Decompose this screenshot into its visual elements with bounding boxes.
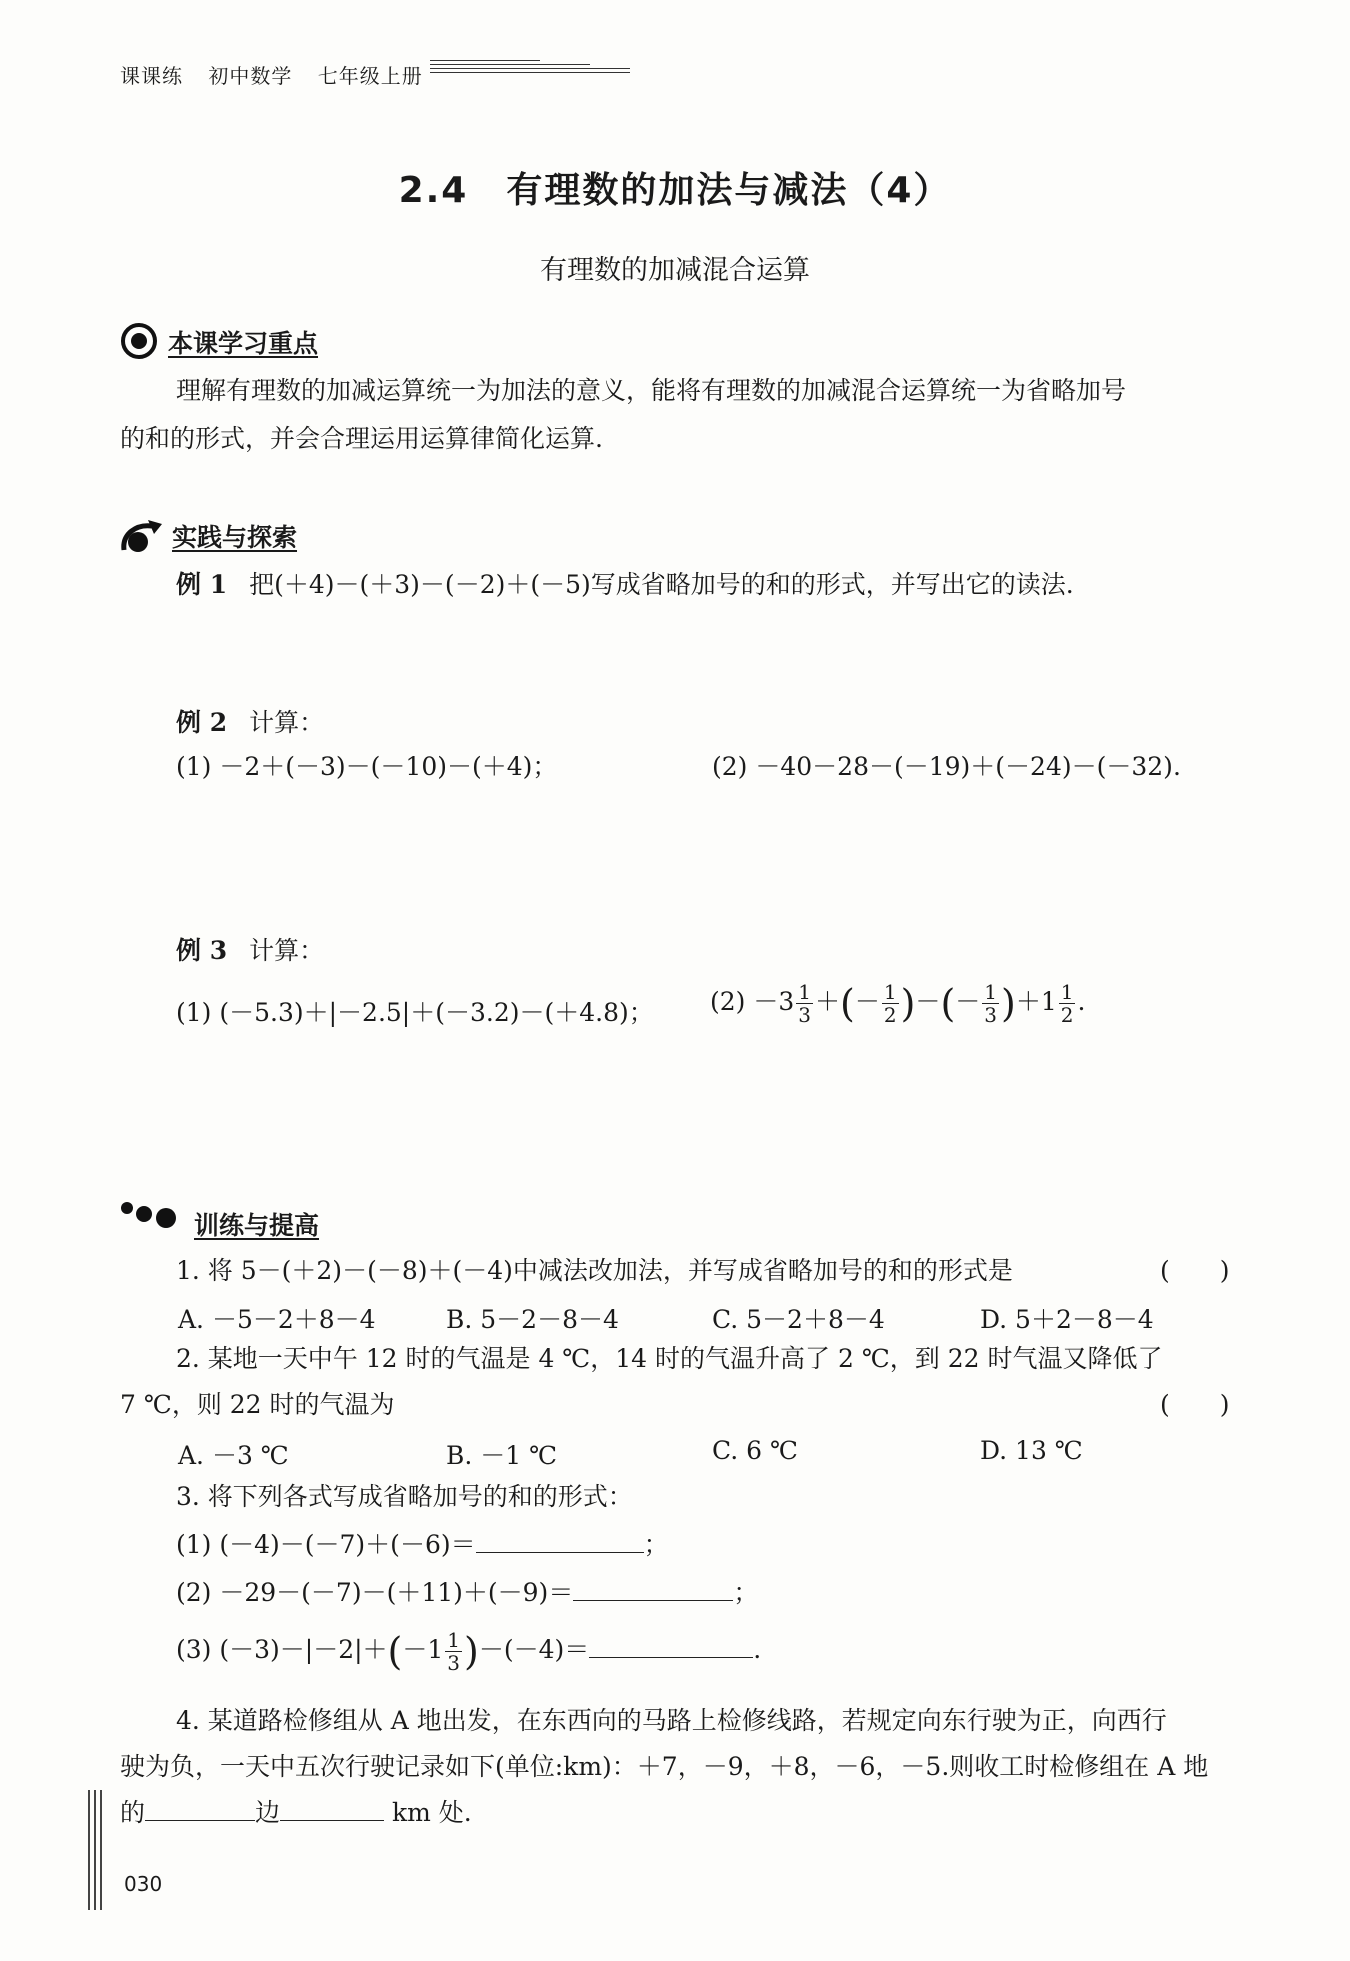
fraction-one-third-b: $\frac{1}{3}$	[984, 980, 998, 1027]
q1-text: 1. 将 5－(＋2)－(－8)＋(－4)中减法改加法，并写成省略加号的和的形式是	[176, 1256, 1013, 1285]
focus-text-line2: 的和的形式，并会合理运用运算律简化运算.	[120, 424, 603, 453]
header-level: 初中数学	[208, 64, 293, 88]
section-practice-heading: 实践与探索	[172, 523, 298, 552]
example3-intro: 计算：	[249, 936, 325, 965]
q4-line2: 驶为负，一天中五次行驶记录如下(单位:km)：＋7，－9，＋8，－6，－5.则收工时检修组在 A 地	[120, 1752, 1209, 1781]
example1	[176, 562, 1074, 608]
page-title: 2.4 有理数的加法与减法（4）	[398, 170, 952, 211]
q4-blank-direction[interactable]	[145, 1792, 255, 1821]
practice-icon	[118, 516, 164, 560]
q3-part1: (1) (－4)－(－7)＋(－6)＝ ；	[176, 1522, 669, 1568]
q4-line3: 的 边 km 处.	[120, 1790, 472, 1836]
example2-label: 例 2	[176, 708, 228, 737]
example3-label: 例 3	[176, 936, 228, 965]
target-icon	[120, 322, 158, 364]
running-header	[120, 60, 441, 89]
fraction-one-half-b: $\frac{1}{2}$	[1060, 980, 1074, 1027]
fraction-one-half: $\frac{1}{2}$	[883, 980, 897, 1027]
q3-part3: (3) (－3)－|－2|＋(－1 $\frac{1}{3}$ )－(－4)＝ .	[176, 1628, 762, 1675]
q4-blank-distance[interactable]	[280, 1792, 384, 1821]
example3-header	[176, 928, 324, 974]
page-subtitle: 有理数的加减混合运算	[540, 255, 810, 286]
q1-option-a: A. －5－2＋8－4	[178, 1305, 376, 1334]
page-number: 030	[124, 1872, 163, 1896]
example2-intro: 计算：	[249, 708, 325, 737]
q2-option-a: A. －3 ℃	[178, 1441, 289, 1470]
example3-part2: (2) －3 $\frac{1}{3}$ ＋(－ $\frac{1}{2}$ )－(－ $\frac{1}{3}$ )＋1 $\frac{1}{2}$ .	[710, 980, 1086, 1027]
example2-header	[176, 700, 324, 746]
example1-text: 把(＋4)－(＋3)－(－2)＋(－5)写成省略加号的和的形式，并写出它的读法.	[249, 570, 1074, 599]
q2-line1: 2. 某地一天中午 12 时的气温是 4 ℃，14 时的气温升高了 2 ℃，到 22 时气温又降低了	[176, 1344, 1163, 1373]
margin-bars	[88, 1790, 104, 1910]
q4-line1: 4. 某道路检修组从 A 地出发，在东西向的马路上检修线路，若规定向东行驶为正，向西行	[176, 1706, 1167, 1735]
q1-option-d: D. 5＋2－8－4	[980, 1305, 1154, 1334]
focus-text-line1: 理解有理数的加减运算统一为加法的意义，能将有理数的加减混合运算统一为省略加号	[176, 376, 1127, 405]
example2-part2: (2) －40－28－(－19)＋(－24)－(－32).	[712, 752, 1181, 781]
q1-option-c: C. 5－2＋8－4	[712, 1305, 885, 1334]
q3-part1-blank[interactable]	[476, 1524, 644, 1553]
fraction-one-third: $\frac{1}{3}$	[798, 980, 811, 1027]
section-training-heading: 训练与提高	[194, 1211, 320, 1240]
q2-option-c: C. 6 ℃	[712, 1436, 798, 1465]
q3-intro: 3. 将下列各式写成省略加号的和的形式：	[176, 1482, 633, 1511]
header-series: 课课练	[120, 64, 183, 88]
section-focus-heading: 本课学习重点	[168, 329, 319, 358]
header-rule	[430, 60, 630, 84]
q3-part2: (2) －29－(－7)－(＋11)＋(－9)＝ ；	[176, 1570, 758, 1616]
q1-answer-bracket: ( )	[1160, 1256, 1230, 1285]
example1-label: 例 1	[176, 570, 228, 599]
q2-answer-bracket: ( )	[1160, 1390, 1230, 1419]
training-icon	[118, 1198, 184, 1232]
fraction-one-third-q3: $\frac{1}{3}$	[447, 1628, 461, 1675]
q1-option-b: B. 5－2－8－4	[446, 1305, 619, 1334]
q2-option-b: B. －1 ℃	[446, 1441, 558, 1470]
header-grade: 七年级上册	[317, 64, 423, 88]
example3-part1: (1) (－5.3)＋|－2.5|＋(－3.2)－(＋4.8)；	[176, 998, 654, 1027]
q3-part3-blank[interactable]	[589, 1629, 753, 1658]
q3-part2-blank[interactable]	[573, 1572, 733, 1601]
q2-line2: 7 ℃，则 22 时的气温为	[120, 1390, 395, 1419]
example2-part1: (1) －2＋(－3)－(－10)－(＋4)；	[176, 752, 558, 781]
q2-option-d: D. 13 ℃	[980, 1436, 1083, 1465]
